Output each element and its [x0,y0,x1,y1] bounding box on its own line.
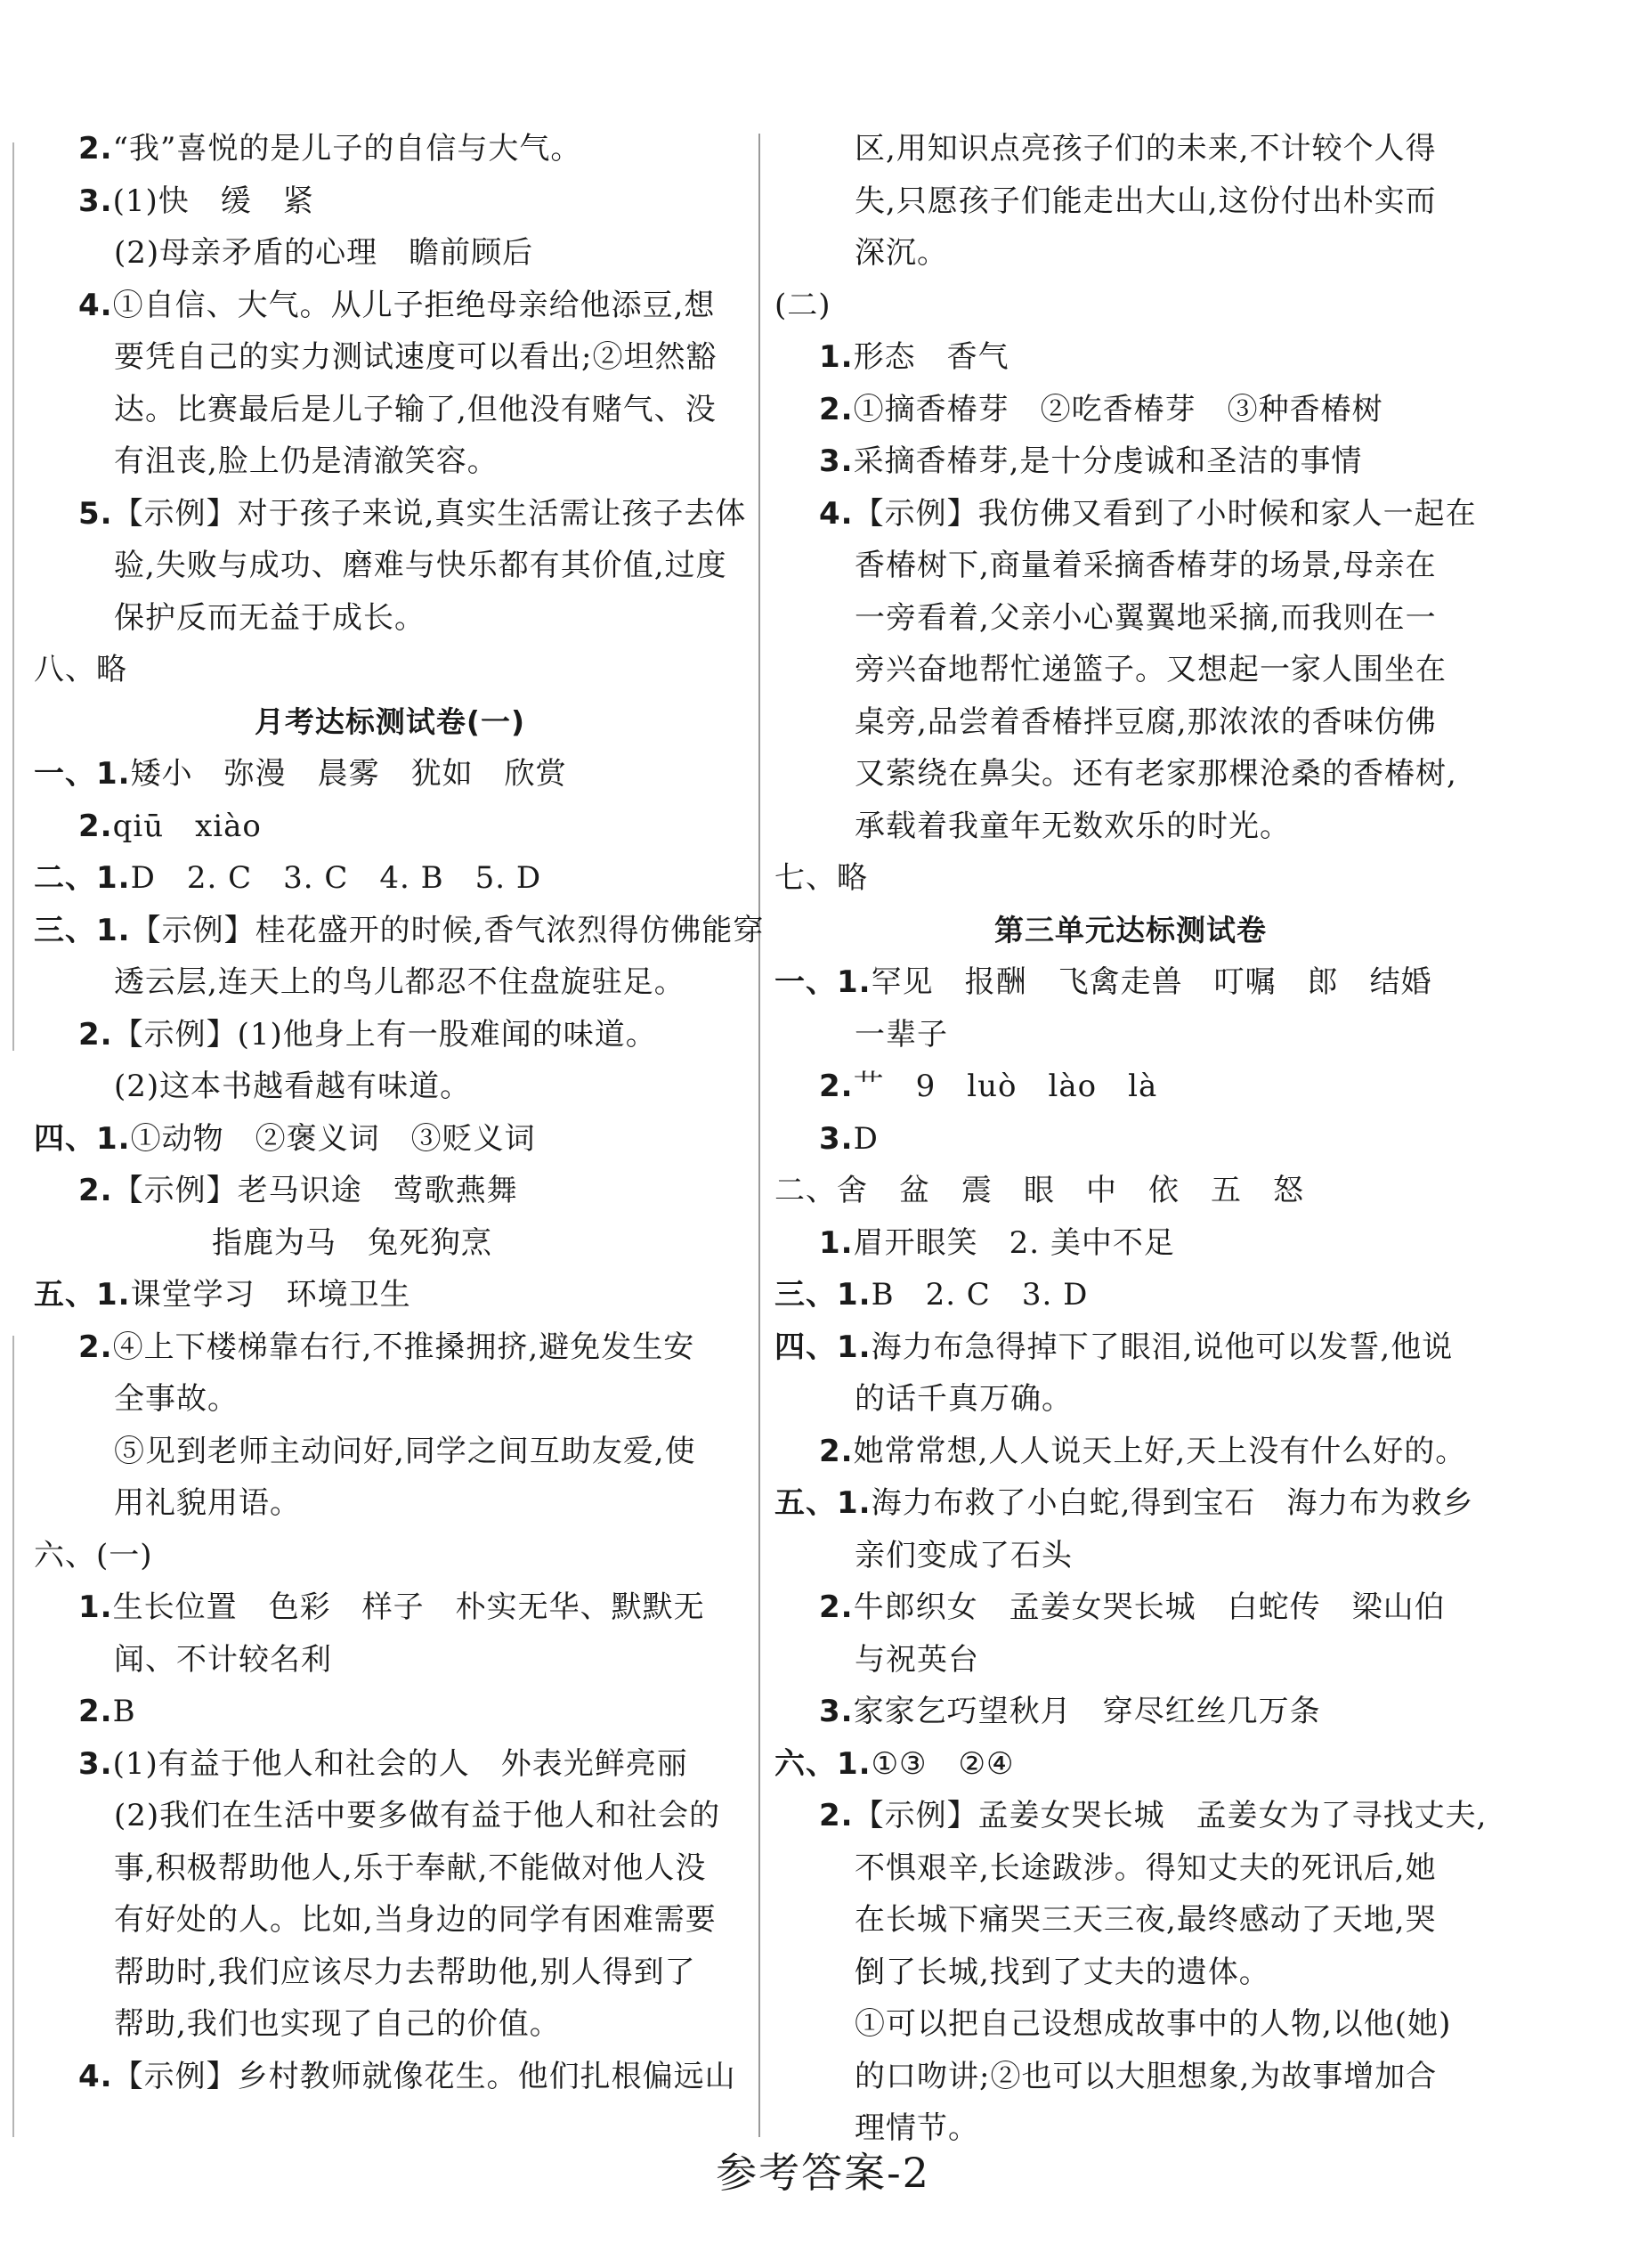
answer-text: 验,失败与成功、磨难与快乐都有其价值,过度 [114,548,727,583]
answer-text: 【示例】(1)他身上有一股难闻的味道。 [112,1016,657,1053]
question-number: 1. [78,1589,113,1625]
answer-line [774,956,1432,1008]
question-number: 3. [819,1120,854,1157]
answer-line [774,1947,1270,1998]
answer-line [34,1217,492,1269]
question-number: 1. [819,339,854,375]
answer-text: 生长位置 色彩 样子 朴实无华、默默无 [112,1589,705,1625]
answer-line [774,801,1291,852]
answer-text: 又萦绕在鼻尖。还有老家那棵沧桑的香椿树, [855,756,1457,792]
answer-line [34,1321,694,1373]
answer-text: ①自信、大气。从儿子拒绝母亲给他添豆,想 [112,287,716,323]
answer-line [34,1790,720,1841]
answer-line [774,1581,1446,1633]
answer-line [34,905,764,956]
question-number: 3. [819,443,854,479]
answer-text: 透云层,连天上的鸟儿都忍不住盘旋驻足。 [114,964,685,1000]
answer-line [34,1373,239,1425]
answer-line [34,2051,736,2102]
answer-text: 她常常想,人人说天上好,天上没有什么好的。 [853,1433,1467,1469]
answer-line [34,435,499,487]
answer-text: 达。比赛最后是儿子输了,但他没有赌气、没 [114,391,717,427]
answer-text: 事,积极帮助他人,乐于奉献,不能做对他人没 [114,1849,707,1886]
answer-line [34,852,541,904]
answer-text: 一旁看着,父亲小心翼翼地采摘,而我则在一 [855,599,1437,636]
answer-line [774,852,868,904]
answer-line [34,1530,153,1581]
answer-line [34,592,426,644]
answer-line [774,1530,1073,1581]
answer-text: 罕见 报酬 飞禽走兽 叮嘱 郎 结婚 [871,964,1432,1000]
question-number: 2. [78,131,113,167]
answer-line [34,540,727,591]
answer-line [774,488,1477,540]
answer-text: 区,用知识点亮孩子们的未来,不计较个人得 [855,131,1437,167]
answer-line [774,1477,1473,1529]
answer-text: 【示例】对于孩子来说,真实生活需让孩子去体 [112,495,747,532]
answer-text: ①③ ②④ [871,1745,1015,1782]
answer-line [774,1998,1451,2050]
question-number: 4. [78,287,113,323]
answer-line [34,1113,536,1165]
answer-line [34,1477,301,1529]
answer-line [774,227,948,279]
answer-text: 指鹿为马 兔死狗烹 [212,1224,492,1261]
answer-line [774,1373,1073,1425]
answer-line [774,1113,879,1165]
answer-line [34,1165,518,1216]
left-margin-line [12,142,14,1051]
answer-line [774,175,1437,227]
answer-line [34,123,581,175]
answer-line [34,1947,696,1998]
question-number: 4. [819,495,854,532]
question-number: 三、1. [34,912,131,948]
answer-line [34,384,717,435]
question-number: 2. [78,1173,113,1208]
answer-line [34,1009,657,1061]
answer-line [34,1738,688,1790]
answer-line [34,956,685,1008]
question-number: 2. [78,1329,113,1365]
question-number: 三、1. [774,1277,872,1313]
section-heading: 第三单元达标测试卷 [994,912,1267,947]
answer-line [34,644,127,695]
answer-line [774,1686,1321,1737]
answer-line [34,1426,696,1477]
answer-text: 【示例】老马识途 莺歌燕舞 [112,1173,518,1208]
answer-text: 艹 9 luò lào là [853,1069,1158,1104]
answer-text: 用礼貌用语。 [114,1485,301,1521]
answer-line [774,644,1447,695]
answer-text: 七、略 [774,860,868,896]
question-number: 2. [819,1798,854,1833]
answer-text: 【示例】孟姜女哭长城 孟姜女为了寻找丈夫, [853,1798,1488,1833]
answer-text: 与祝英台 [855,1641,979,1678]
question-number: 一、1. [774,964,872,1000]
answer-line [774,384,1383,435]
answer-line [34,801,262,852]
answer-text: 闻、不计较名利 [114,1641,332,1678]
answer-line [34,488,746,540]
answer-text: 课堂学习 环境卫生 [130,1277,411,1313]
answer-text: 【示例】桂花盛开的时候,香气浓烈得仿佛能穿 [130,912,765,948]
answer-line [34,1269,411,1321]
answer-text: ⑤见到老师主动问好,同学之间互助友爱,使 [114,1433,696,1469]
question-number: 3. [819,1694,854,1729]
answer-text: (1)有益于他人和社会的人 外表光鲜亮丽 [112,1745,688,1782]
answer-text: 海力布救了小白蛇,得到宝石 海力布为救乡 [871,1485,1474,1521]
page-footer: 参考答案-2 [716,2149,930,2197]
question-number: 1. [819,1224,854,1261]
answer-text: ①摘香椿芽 ②吃香椿芽 ③种香椿树 [853,391,1383,427]
answer-line [34,280,715,331]
answer-text: 在长城下痛哭三天三夜,最终感动了天地,哭 [855,1902,1437,1938]
answer-line [34,1061,471,1112]
answer-line [34,1842,706,1894]
answer-text: 承载着我童年无数欢乐的时光。 [855,808,1291,844]
answer-text: 牛郎织女 孟姜女哭长城 白蛇传 梁山伯 [853,1589,1446,1625]
answer-line [774,1790,1487,1841]
question-number: 四、1. [34,1120,131,1157]
answer-line [34,1998,561,2050]
question-number: 3. [78,1745,113,1782]
answer-line [774,540,1437,591]
answer-text: “我”喜悦的是儿子的自信与大气。 [112,131,582,167]
answer-text: 【示例】我仿佛又看到了小时候和家人一起在 [853,495,1477,532]
answer-text: 八、略 [34,652,127,687]
question-number: 2. [819,1433,854,1469]
answer-text: 亲们变成了石头 [855,1537,1073,1573]
answer-text: ①可以把自己设想成故事中的人物,以他(她) [855,2006,1452,2042]
answer-text: (2)我们在生活中要多做有益于他人和社会的 [114,1798,721,1833]
answer-text: 二、舍 盆 震 眼 中 依 五 怒 [774,1173,1304,1208]
answer-line [774,280,831,331]
answer-line [34,748,567,800]
answer-text: 帮助时,我们应该尽力去帮助他,别人得到了 [114,1954,696,1990]
answer-text: 有沮丧,脸上仍是清澈笑容。 [114,443,499,479]
answer-line [774,1217,1175,1269]
answer-text: 倒了长城,找到了丈夫的遗体。 [855,1954,1270,1990]
answer-line [34,1894,717,1946]
answer-text: 采摘香椿芽,是十分虔诚和圣洁的事情 [853,443,1363,479]
answer-text: 的口吻讲;②也可以大胆想象,为故事增加合 [855,2058,1438,2094]
answer-text: qiū xiào [112,808,262,844]
answer-line [774,748,1457,800]
question-number: 2. [78,1694,113,1729]
answer-line [774,435,1362,487]
question-number: 2. [819,1069,854,1104]
answer-line [774,1738,1015,1790]
question-number: 五、1. [774,1485,872,1521]
answer-text: 桌旁,品尝着香椿拌豆腐,那浓浓的香味仿佛 [855,703,1437,740]
answer-text: 失,只愿孩子们能走出大山,这份付出朴实而 [855,183,1437,219]
answer-text: B [112,1694,136,1729]
answer-text: 香椿树下,商量着采摘香椿芽的场景,母亲在 [855,548,1437,583]
answer-line [34,331,717,383]
answer-line [774,1894,1437,1946]
question-number: 一、1. [34,756,131,792]
answer-text: 全事故。 [114,1381,239,1417]
answer-text: 保护反而无益于成长。 [114,599,426,636]
answer-line [774,592,1437,644]
answer-text: 理情节。 [855,2110,979,2146]
answer-text: 家家乞巧望秋月 穿尽红丝几万条 [853,1694,1321,1729]
answer-text: ①动物 ②褒义词 ③贬义词 [130,1120,536,1157]
answer-line [774,123,1437,175]
question-number: 2. [819,1589,854,1625]
answer-line [34,1581,705,1633]
answer-line [774,1426,1466,1477]
answer-text: 不惧艰辛,长途跋涉。得知丈夫的死讯后,她 [855,1849,1437,1886]
answer-line [774,331,1009,383]
answer-line [774,2051,1437,2102]
answer-line [774,1321,1453,1373]
answer-line [774,696,1437,748]
answer-line [774,1634,979,1686]
question-number: 六、1. [774,1745,872,1782]
answer-line [34,1634,332,1686]
answer-text: 矮小 弥漫 晨雾 犹如 欣赏 [130,756,567,792]
answer-text: 的话千真万确。 [855,1381,1073,1417]
question-number: 四、1. [774,1329,872,1365]
answer-text: 帮助,我们也实现了自己的价值。 [114,2006,561,2042]
left-margin-line [12,1336,14,2137]
answer-text: (1)快 缓 紧 [112,183,314,219]
question-number: 5. [78,495,113,532]
question-number: 4. [78,2058,113,2094]
answer-text: 旁兴奋地帮忙递篮子。又想起一家人围坐在 [855,652,1447,687]
answer-text: D 2. C 3. C 4. B 5. D [130,860,542,896]
answer-line [34,1686,136,1737]
question-number: 2. [78,1016,113,1053]
answer-text: 六、(一) [34,1537,153,1573]
question-number: 3. [78,183,113,219]
answer-text: 海力布急得掉下了眼泪,说他可以发誓,他说 [871,1329,1454,1365]
question-number: 五、1. [34,1277,131,1313]
answer-text: 形态 香气 [853,339,1009,375]
answer-text: 有好处的人。比如,当身边的同学有困难需要 [114,1902,717,1938]
answer-text: 眉开眼笑 2. 美中不足 [853,1224,1175,1261]
answer-text: (2)母亲矛盾的心理 瞻前顾后 [114,235,534,271]
answer-text: B 2. C 3. D [871,1277,1089,1313]
answer-text: (二) [774,287,831,323]
question-number: 2. [78,808,113,844]
answer-line [774,1009,948,1061]
question-number: 二、1. [34,860,131,896]
answer-text: 【示例】乡村教师就像花生。他们扎根偏远山 [112,2058,736,2094]
answer-text: ④上下楼梯靠右行,不推搡拥挤,避免发生安 [112,1329,695,1365]
answer-line [34,175,314,227]
answer-line [774,1165,1304,1216]
answer-line [34,227,533,279]
answer-text: D [853,1120,879,1157]
answer-line [774,1842,1437,1894]
answer-line [774,1061,1157,1112]
answer-text: 一辈子 [855,1016,948,1053]
answer-text: 要凭自己的实力测试速度可以看出;②坦然豁 [114,339,718,375]
section-heading: 月考达标测试卷(一) [254,703,526,739]
question-number: 2. [819,391,854,427]
answer-text: (2)这本书越看越有味道。 [114,1069,472,1104]
column-divider [758,134,760,2137]
answer-text: 深沉。 [855,235,948,271]
answer-line [774,1269,1088,1321]
